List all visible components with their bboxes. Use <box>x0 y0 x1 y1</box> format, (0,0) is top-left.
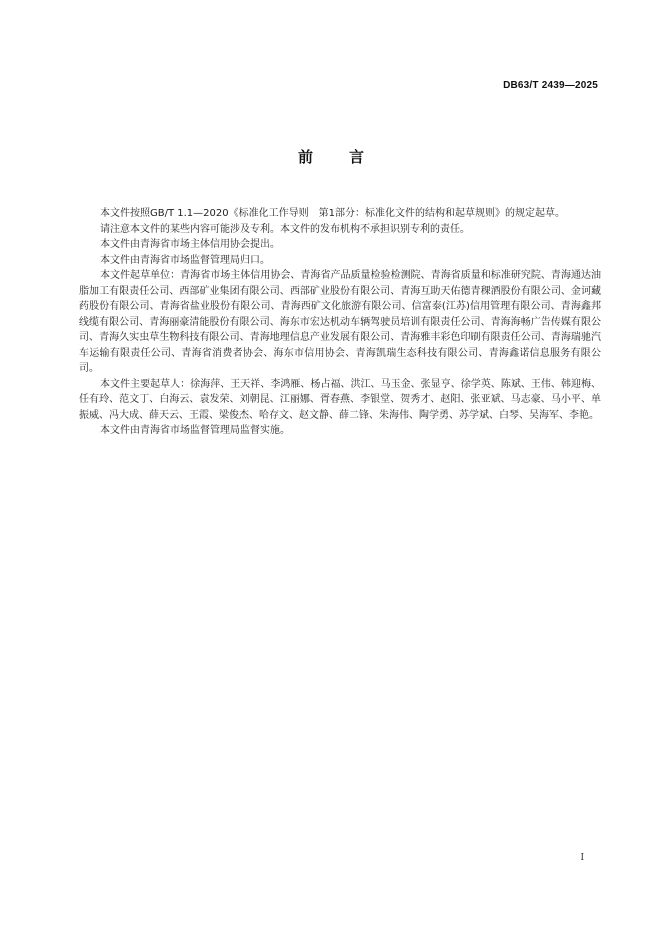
page-title: 前言 <box>297 148 400 166</box>
paragraph-centralized-management: 本文件由青海省市场监督管理局归口。 <box>100 254 270 266</box>
document-body <box>79 206 601 439</box>
paragraph-drafting-rules: 本文件按照GB/T 1.1—2020《标准化工作导则 第1部分：标准化文件的结构和起草规则》的规定起草。 <box>100 208 565 219</box>
paragraph-drafting-units: 本文件起草单位：青海省市场主体信用协会、青海省产品质量检验检测院、青海省质量和标准研究院、青海通达油脂加工有限责任公司、西部矿业集团有限公司、西部矿业股份有限公司、青海互助天佑德青稞酒股份有限公司、金诃藏药股份有限公司、青海省盐业股份有限公司、青海西矿文化旅游有限公司、信富泰(江苏)信用管理有限公司、青海鑫邦线缆有限公司、青海丽豪清能股份有限公司、海东市宏达机动车辆驾驶员培训有限责任公司、青海海畅广告传媒有限公司、青海久实虫草生物科技有限公司、青海地理信息产业发展有限公司、青海雅丰彩色印刷有限责任公司、青海瑞驰汽车运输有限责任公司、青海省消费者协会、海东市信用协会、青海凯瑞生态科技有限公司、青海鑫诺信息服务有限公司。 <box>79 270 601 374</box>
standard-code: DB63/T 2439—2025 <box>503 80 598 91</box>
paragraph-patent-notice: 请注意本文件的某些内容可能涉及专利。本文件的发布机构不承担识别专利的责任。 <box>100 223 470 235</box>
paragraph-main-drafters: 本文件主要起草人：徐海萍、王天祥、李鸿雁、杨占福、洪江、马玉金、张显亨、徐学英、陈斌、王伟、韩迎梅、任有玲、范文丁、白海云、袁发荣、刘朝昆、江丽娜、胥春燕、李银堂、贺秀才、赵阳、张亚斌、马志豪、马小平、单振威、冯大成、薛天云、王霞、梁俊杰、哈存文、赵文静、薛二锋、朱海伟、陶学勇、苏学斌、白琴、吴海军、李艳。 <box>79 378 601 421</box>
paragraph-proposer: 本文件由青海省市场主体信用协会提出。 <box>100 239 280 250</box>
paragraph-supervision: 本文件由青海省市场监督管理局监督实施。 <box>100 425 290 436</box>
page-number: I <box>580 853 584 863</box>
